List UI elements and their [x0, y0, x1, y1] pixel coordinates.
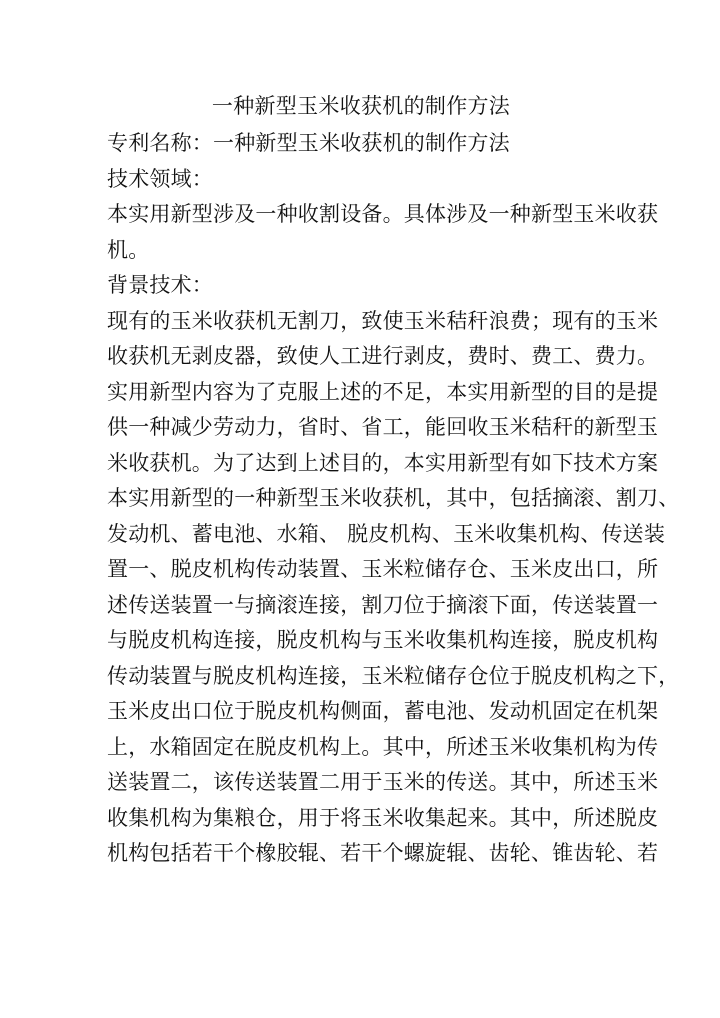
technical-field-heading: 技术领域： [107, 166, 213, 191]
body-text-line: 上，水箱固定在脱皮机构上。其中，所述玉米收集机构为传 [107, 734, 659, 759]
body-text-line: 置一、脱皮机构传动装置、玉米粒储存仓、玉米皮出口，所 [107, 557, 659, 581]
body-text-line: 收集机构为集粮仓，用于将玉米收集起来。其中，所述脱皮 [107, 805, 659, 830]
body-text-line: 现有的玉米收获机无割刀，致使玉米秸秆浪费；现有的玉米 [107, 308, 659, 333]
body-text-line: 与脱皮机构连接，脱皮机构与玉米收集机构连接，脱皮机构 [107, 628, 659, 652]
document-content [107, 92, 680, 872]
body-text-line: 本实用新型的一种新型玉米收获机，其中，包括摘滚、割刀、 [107, 486, 680, 510]
body-text-line: 述传送装置一与摘滚连接，割刀位于摘滚下面，传送装置一 [107, 592, 659, 617]
document-title: 一种新型玉米收获机的制作方法 [211, 94, 511, 118]
body-text-line: 实用新型内容为了克服上述的不足，本实用新型的目的是提 [107, 379, 659, 404]
patent-name-line: 专利名称：一种新型玉米收获机的制作方法 [107, 131, 510, 155]
body-text-line: 传动装置与脱皮机构连接，玉米粒储存仓位于脱皮机构之下， [107, 663, 680, 688]
body-text-line: 玉米皮出口位于脱皮机构侧面，蓄电池、发动机固定在机架 [107, 699, 659, 723]
body-text-line: 供一种减少劳动力，省时、省工，能回收玉米秸秆的新型玉 [107, 415, 659, 439]
body-text-line: 发动机、蓄电池、水箱、 脱皮机构、玉米收集机构、传送装 [107, 521, 666, 546]
background-heading: 背景技术： [107, 273, 213, 297]
body-text-line: 送装置二，该传送装置二用于玉米的传送。其中，所述玉米 [107, 770, 659, 794]
technical-field-text-line: 机。 [107, 237, 150, 262]
body-text-line: 机构包括若干个橡胶辊、若干个螺旋辊、齿轮、锥齿轮、若 [107, 841, 659, 865]
body-text-line: 收获机无剥皮器，致使人工进行剥皮，费时、费工、费力。 [107, 344, 659, 368]
technical-field-text-line: 本实用新型涉及一种收割设备。具体涉及一种新型玉米收获 [107, 202, 659, 226]
body-text-line: 米收获机。为了达到上述目的，本实用新型有如下技术方案 [107, 450, 659, 475]
